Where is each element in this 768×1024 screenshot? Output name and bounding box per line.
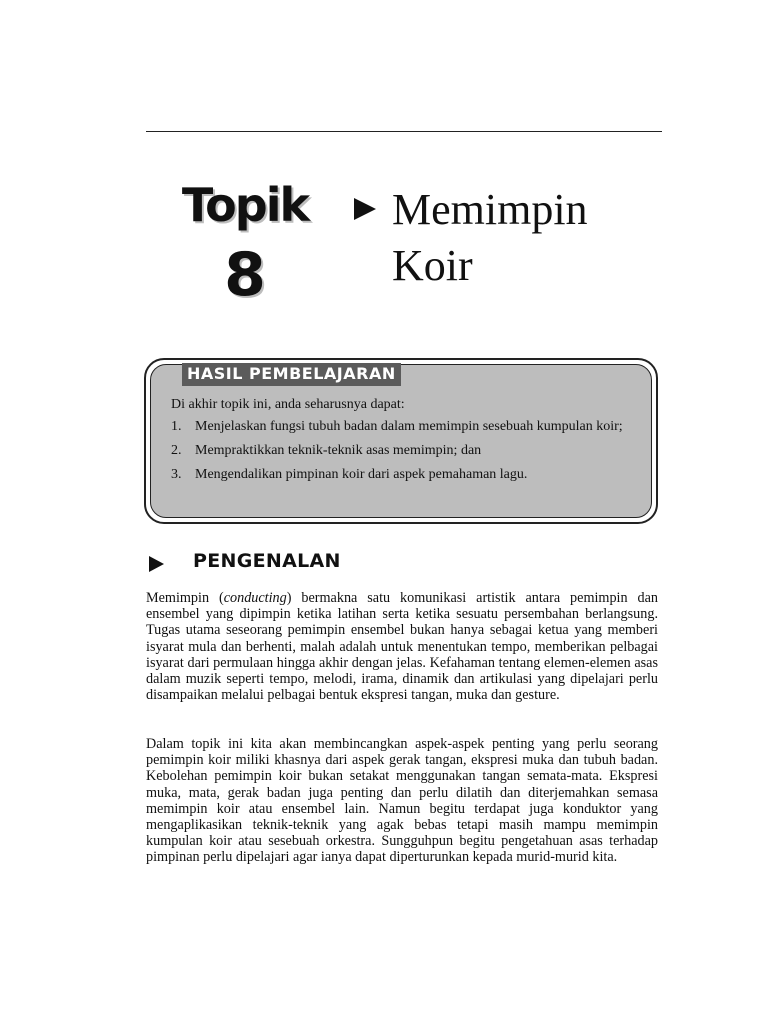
- list-item-number: 3.: [171, 467, 182, 482]
- paragraph-text: ) bermakna satu komunikasi artistik antara pemimpin dan ensembel yang dipimpin ketika latihan serta ketika sesuatu persembahan berlangsung. Tugas utama seseorang pemimpin ensembel bukan hanya sebagai ketua yang memberi isyarat mula dan berhenti, malah adalah untuk menentukan tempo, memberikan pelbagai isyarat dari permulaan hingga akhir dengan jelas. Kefahaman tentang elemen-elemen asas dalam muzik seperti tempo, melodi, irama, dinamik dan artikulasi yang dipelajari perlu disampaikan melalui pelbagai bentuk ekspresi tangan, muka dan gesture.: [146, 590, 658, 704]
- chapter-title: [392, 182, 672, 294]
- play-triangle-icon: [149, 556, 164, 572]
- list-item-text: Mempraktikkan teknik-teknik asas memimpin; dan: [195, 443, 482, 458]
- list-item-number: 2.: [171, 443, 182, 458]
- intro-paragraph-1: [146, 590, 658, 703]
- section-heading: PENGENALAN: [193, 550, 341, 572]
- learning-outcomes-intro: Di akhir topik ini, anda seharusnya dapat:: [171, 397, 405, 412]
- paragraph-text: Memimpin (: [146, 590, 224, 606]
- learning-outcomes-list: [171, 419, 627, 491]
- list-item-text: Mengendalikan pimpinan koir dari aspek pemahaman lagu.: [195, 467, 528, 482]
- topic-number: 8: [224, 240, 266, 310]
- header-rule: [146, 131, 662, 132]
- list-item-number: 1.: [171, 419, 182, 434]
- learning-outcomes-label: HASIL PEMBELAJARAN: [182, 363, 401, 386]
- chapter-title-line-2: Koir: [392, 241, 473, 290]
- list-item: [171, 443, 627, 459]
- intro-paragraph-2: Dalam topik ini kita akan membincangkan aspek-aspek penting yang perlu seorang pemimpin koir miliki khasnya dari aspek gerak tangan, ekspresi muka dan tubuh badan. Kebolehan pemimpin koir bukan setakat menggunakan tangan semata-mata. Ekspresi muka, mata, gerak badan juga penting dan perlu dilatih dan diterjemahkan semasa memimpin koir atau ensembel lain. Namun begitu terdapat juga konduktor yang mengaplikasikan teknik-teknik yang agak bebas tetapi masih mampu memimpin kumpulan koir atau sesebuah orkestra. Sungguhpun begitu pengetahuan asas terhadap pimpinan perlu dipelajari agar ianya dapat diperturunkan kepada murid-murid kita.: [146, 736, 658, 866]
- learning-outcomes-box: [144, 358, 658, 524]
- play-triangle-icon: [354, 198, 376, 220]
- list-item: [171, 419, 627, 435]
- topic-label: Topik: [181, 178, 309, 232]
- list-item-text: Menjelaskan fungsi tubuh badan dalam memimpin sesebuah kumpulan koir;: [195, 419, 623, 434]
- paragraph-italic-term: conducting: [223, 590, 287, 606]
- chapter-title-line-1: Memimpin: [392, 185, 588, 234]
- learning-outcomes-panel: [150, 364, 652, 518]
- list-item: [171, 467, 627, 483]
